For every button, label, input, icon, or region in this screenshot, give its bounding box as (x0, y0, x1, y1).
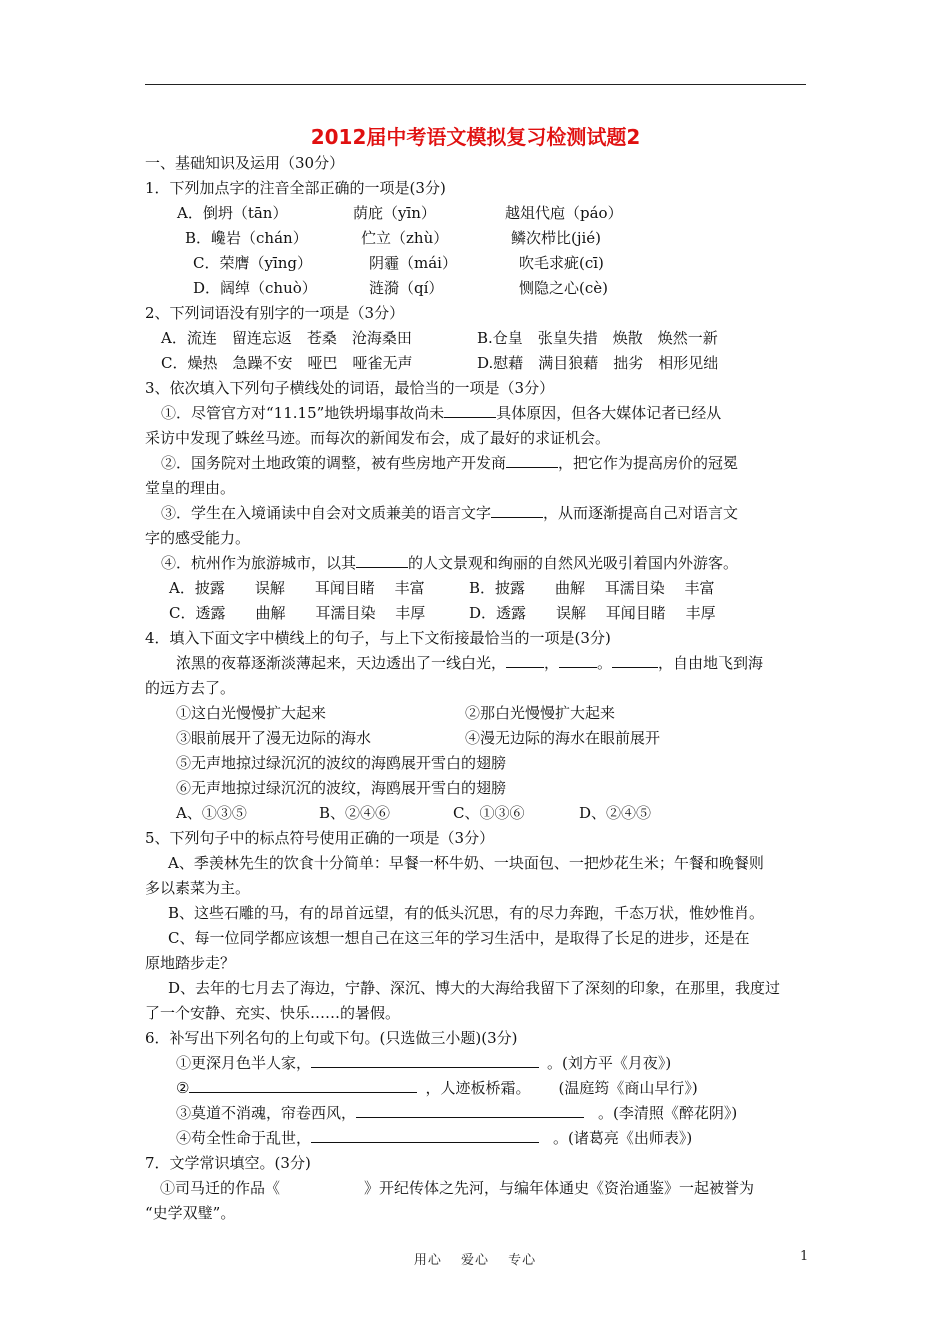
page-number: 1 (800, 1249, 809, 1264)
q1-cell: 伫立（zhù） (361, 229, 449, 247)
q2-stem: 2、下列词语没有别字的一项是（3分） (145, 304, 405, 322)
answer-blank[interactable] (506, 452, 558, 468)
q1-cell: D．阔绰（chuò） (193, 279, 317, 297)
q4-answer-option: B、②④⑥ (319, 804, 391, 822)
q5-option-c-cont: 原地踏步走？ (145, 954, 236, 972)
q3-stem: 3、依次填入下列句子横线处的词语，最恰当的一项是（3分） (145, 379, 555, 397)
q6-item-1: ①更深月色半人家， 。(刘方平《月夜》) (176, 1054, 672, 1072)
q4-answer-row (145, 801, 810, 826)
q1-cell: 吹毛求疵(cī) (519, 254, 604, 272)
q2-option-row (145, 351, 810, 376)
answer-blank[interactable] (559, 652, 597, 668)
q7-item-1: ①司马迁的作品《 》开纪传体之先河，与编年体通史《资治通鉴》一起被誉为 (160, 1179, 755, 1197)
q7-stem: 7．文学常识填空。(3分) (145, 1154, 311, 1172)
q2-option: C．燥热 急躁不安 哑巴 哑雀无声 (161, 354, 413, 372)
q5-option-d-cont: 了一个安静、充实、快乐……的暑假。 (145, 1004, 401, 1022)
q3-option: D．透露 误解 耳闻目睹 丰厚 (469, 604, 716, 622)
q1-cell: 阴霾（mái） (369, 254, 457, 272)
q1-option-row (145, 276, 810, 301)
q5-option-a: A、季羡林先生的饮食十分简单：早餐一杯牛奶、一块面包、一把炒花生米；午餐和晚餐则 (168, 854, 764, 872)
q6-item-3: ③莫道不消魂，帘卷西风， 。(李清照《醉花阴》) (176, 1104, 738, 1122)
answer-blank[interactable] (311, 1052, 539, 1068)
q3-sentence-1-cont: 采访中发现了蛛丝马迹。而每次的新闻发布会，成了最好的求证机会。 (145, 429, 611, 447)
q1-option-row (145, 226, 810, 251)
q2-option: B.仓皇 张皇失措 焕散 焕然一新 (477, 329, 718, 347)
q1-option-row (145, 201, 810, 226)
q3-option: C．透露 曲解 耳濡目染 丰厚 (169, 604, 426, 622)
exam-content (145, 151, 810, 1226)
q4-passage-cont: 的远方去了。 (145, 679, 236, 697)
q5-option-c: C、每一位同学都应该想一想自己在这三年的学习生活中，是取得了长足的进步，还是在 (168, 929, 750, 947)
q3-sentence-3: ③．学生在入境诵读中自会对文质兼美的语言文字 ，从而逐渐提高自己对语言文 (161, 504, 739, 522)
q3-sentence-1: ①．尽管官方对“11.15”地铁坍塌事故尚未 具体原因，但各大媒体记者已经从 (161, 404, 722, 422)
q4-answer-option: C、①③⑥ (453, 804, 525, 822)
q4-answer-option: A、①③⑤ (176, 804, 247, 822)
section-heading: 一、基础知识及运用（30分） (145, 154, 345, 172)
q4-stem: 4．填入下面文字中横线上的句子，与上下文衔接最恰当的一项是(3分) (145, 629, 611, 647)
q2-option: D.慰藉 满目狼藉 拙劣 相形见绌 (477, 354, 719, 372)
q4-sentence: ④漫无边际的海水在眼前展开 (465, 729, 661, 747)
q4-sentence: ①这白光慢慢扩大起来 (176, 704, 327, 722)
answer-blank[interactable] (506, 652, 544, 668)
answer-blank[interactable] (356, 552, 408, 568)
q1-cell: 涟漪（qí） (369, 279, 444, 297)
q4-sentence-5: ⑤无声地掠过绿沉沉的波纹的海鸥展开雪白的翅膀 (176, 754, 507, 772)
q5-option-b: B、这些石雕的马，有的昂首远望，有的低头沉思，有的尽力奔跑，千态万状，惟妙惟肖。 (168, 904, 765, 922)
q3-option: A．披露 误解 耳闻目睹 丰富 (169, 579, 425, 597)
q6-item-2: ② ，人迹板桥霜。 (温庭筠《商山早行》) (176, 1079, 698, 1097)
q5-option-d: D、去年的七月去了海边，宁静、深沉、博大的大海给我留下了深刻的印象，在那里，我度过 (168, 979, 781, 997)
q2-option-row (145, 326, 810, 351)
page-title: 2012届中考语文模拟复习检测试题2 (310, 125, 641, 149)
q4-sentence-6: ⑥无声地掠过绿沉沉的波纹，海鸥展开雪白的翅膀 (176, 779, 507, 797)
q3-option-row (145, 601, 810, 626)
q2-option: A．流连 留连忘返 苍桑 沧海桑田 (161, 329, 412, 347)
q5-stem: 5、下列句子中的标点符号使用正确的一项是（3分） (145, 829, 495, 847)
q3-option-row (145, 576, 810, 601)
q3-option: B．披露 曲解 耳濡目染 丰富 (469, 579, 715, 597)
header-rule (145, 84, 806, 85)
q4-passage: 浓黑的夜幕逐渐淡薄起来，天边透出了一线白光， ， 。 ，自由地飞到海 (176, 654, 764, 672)
q4-answer-option: D、②④⑤ (579, 804, 652, 822)
q5-option-a-cont: 多以素菜为主。 (145, 879, 251, 897)
answer-blank[interactable] (311, 1127, 539, 1143)
q1-stem: 1．下列加点字的注音全部正确的一项是(3分) (145, 179, 446, 197)
q1-cell: A．倒坍（tān） (177, 204, 288, 222)
answer-blank[interactable] (612, 652, 658, 668)
answer-blank[interactable] (189, 1077, 417, 1093)
q6-stem: 6．补写出下列名句的上句或下句。(只选做三小题)(3分) (145, 1029, 518, 1047)
q1-cell: 越俎代庖（páo） (505, 204, 623, 222)
q4-sentence-row (145, 701, 810, 726)
q3-sentence-3-cont: 字的感受能力。 (145, 529, 251, 547)
q4-sentence: ②那白光慢慢扩大起来 (465, 704, 616, 722)
q1-option-row (145, 251, 810, 276)
q1-cell: B．巉岩（chán） (185, 229, 308, 247)
q1-cell: 鳞次栉比(jié) (511, 229, 602, 247)
q3-sentence-2: ②．国务院对土地政策的调整，被有些房地产开发商 ，把它作为提高房价的冠冕 (161, 454, 739, 472)
answer-blank[interactable] (444, 402, 496, 418)
q1-cell: 恻隐之心(cè) (519, 279, 608, 297)
q3-sentence-2-cont: 堂皇的理由。 (145, 479, 236, 497)
answer-blank[interactable] (491, 502, 543, 518)
footer-motto: 用心 爱心 专心 (413, 1253, 537, 1268)
answer-blank[interactable] (356, 1102, 584, 1118)
q7-item-1-cont: “史学双璧”。 (145, 1204, 236, 1222)
q3-sentence-4: ④．杭州作为旅游城市，以其 的人文景观和绚丽的自然风光吸引着国内外游客。 (161, 554, 739, 572)
q4-sentence-row (145, 726, 810, 751)
q1-cell: C．荣膺（yīng） (193, 254, 313, 272)
q1-cell: 荫庇（yīn） (353, 204, 436, 222)
q4-sentence: ③眼前展开了漫无边际的海水 (176, 729, 372, 747)
q6-item-4: ④苟全性命于乱世， 。(诸葛亮《出师表》) (176, 1129, 693, 1147)
